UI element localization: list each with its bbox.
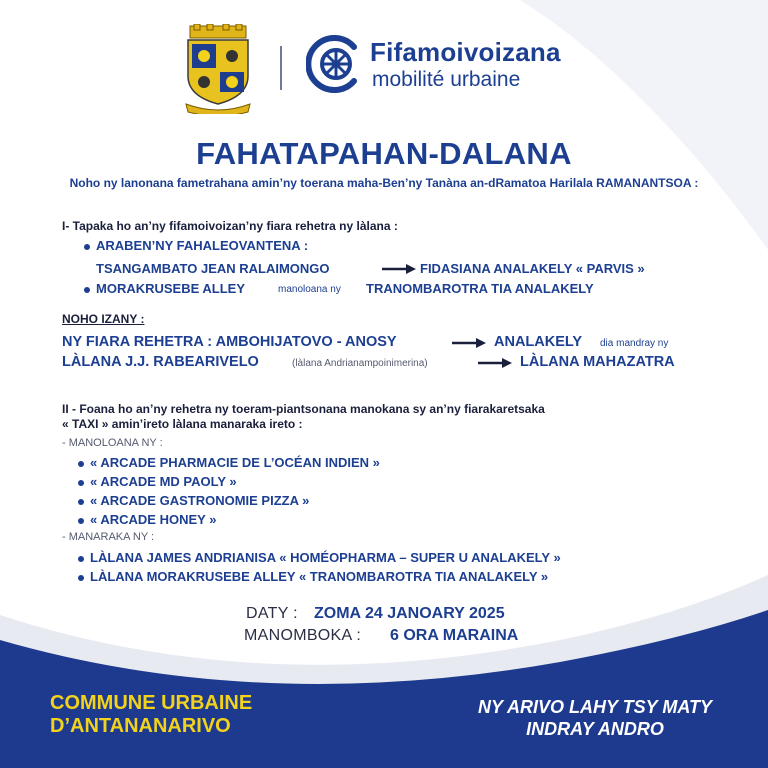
start-label: MANOMBOKA : — [244, 627, 362, 644]
footer-commune-line1: COMMUNE URBAINE — [50, 692, 253, 714]
footer-motto — [440, 696, 750, 740]
date-value: ZOMA 24 JANOARY 2025 — [314, 605, 505, 622]
list-item: « ARCADE GASTRONOMIE PIZZA » — [90, 493, 310, 508]
section2-group2-label: - MANARAKA NY : — [62, 531, 155, 543]
section1-item1-label: ARABEN’NY FAHALEOVANTENA : — [96, 238, 309, 253]
footer-motto-line1: NY ARIVO LAHY TSY MATY — [477, 697, 713, 717]
notice-line2-note: (làlana Andrianampoinimerina) — [292, 358, 428, 369]
footer-commune — [50, 692, 252, 738]
list-item: « ARCADE HONEY » — [90, 512, 217, 527]
notice-line1-to: ANALAKELY — [494, 334, 583, 350]
page-title: FAHATAPAHAN-DALANA — [196, 136, 572, 171]
notice-heading: NOHO IZANY : — [62, 312, 145, 326]
section1-item2-mid: manoloana ny — [278, 284, 341, 295]
bullet-icon — [78, 556, 84, 562]
notice-line1-from: NY FIARA REHETRA : AMBOHIJATOVO - ANOSY — [62, 334, 397, 350]
bullet-icon — [78, 480, 84, 486]
bullet-icon — [78, 518, 84, 524]
section1-item2-to: TRANOMBAROTRA TIA ANALAKELY — [366, 281, 594, 296]
bullet-icon — [78, 499, 84, 505]
page-subtitle: Noho ny lanonana fametrahana amin’ny toerana maha-Ben’ny Tanàna an-dRamatoa Harilala RAMANANTSOA : — [69, 176, 699, 190]
section2-heading-line2: « TAXI » amin’ireto làlana manaraka ireto : — [62, 417, 303, 431]
logo-divider — [280, 46, 282, 90]
list-item: « ARCADE PHARMACIE DE L’OCÉAN INDIEN » — [90, 455, 380, 470]
section2-heading-line1: II - Foana ho an’ny rehetra ny toeram-piantsonana manokana sy an’ny fiarakaretsaka — [62, 402, 545, 416]
list-item: « ARCADE MD PAOLY » — [90, 474, 237, 489]
bullet-icon — [78, 575, 84, 581]
footer-motto-line2: INDRAY ANDRO — [526, 719, 664, 739]
bullet-icon — [78, 461, 84, 467]
section1-item1-from: TSANGAMBATO JEAN RALAIMONGO — [96, 261, 330, 276]
start-value: 6 ORA MARAINA — [390, 627, 519, 644]
brand-name: Fifamoivoizana — [370, 37, 561, 67]
bullet-icon — [84, 244, 90, 250]
brand-tagline: mobilité urbaine — [372, 68, 521, 91]
section1-item2-from: MORAKRUSEBE ALLEY — [96, 281, 246, 296]
date-label: DATY : — [246, 605, 298, 622]
notice-line2-from: LÀLANA J.J. RABEARIVELO — [62, 354, 259, 370]
footer-commune-line2: D’ANTANANARIVO — [50, 715, 231, 737]
bullet-icon — [84, 287, 90, 293]
notice-line2-to: LÀLANA MAHAZATRA — [520, 354, 675, 370]
arrow-right-icon — [452, 337, 486, 349]
section1-heading: I- Tapaka ho an’ny fifamoivoizan’ny fiara rehetra ny làlana : — [62, 219, 398, 233]
arrow-right-icon — [382, 263, 416, 275]
arrow-right-icon — [478, 357, 512, 369]
notice-line1-suffix: dia mandray ny — [600, 338, 669, 349]
section1-item1-to: FIDASIANA ANALAKELY « PARVIS » — [420, 261, 645, 276]
list-item: LÀLANA MORAKRUSEBE ALLEY « TRANOMBAROTRA TIA ANALAKELY » — [90, 569, 549, 584]
section2-group1-label: - MANOLOANA NY : — [62, 437, 163, 449]
city-crest-logo — [178, 24, 258, 114]
list-item: LÀLANA JAMES ANDRIANISA « HOMÉOPHARMA – SUPER U ANALAKELY » — [90, 550, 561, 565]
steering-wheel-icon — [306, 35, 364, 93]
